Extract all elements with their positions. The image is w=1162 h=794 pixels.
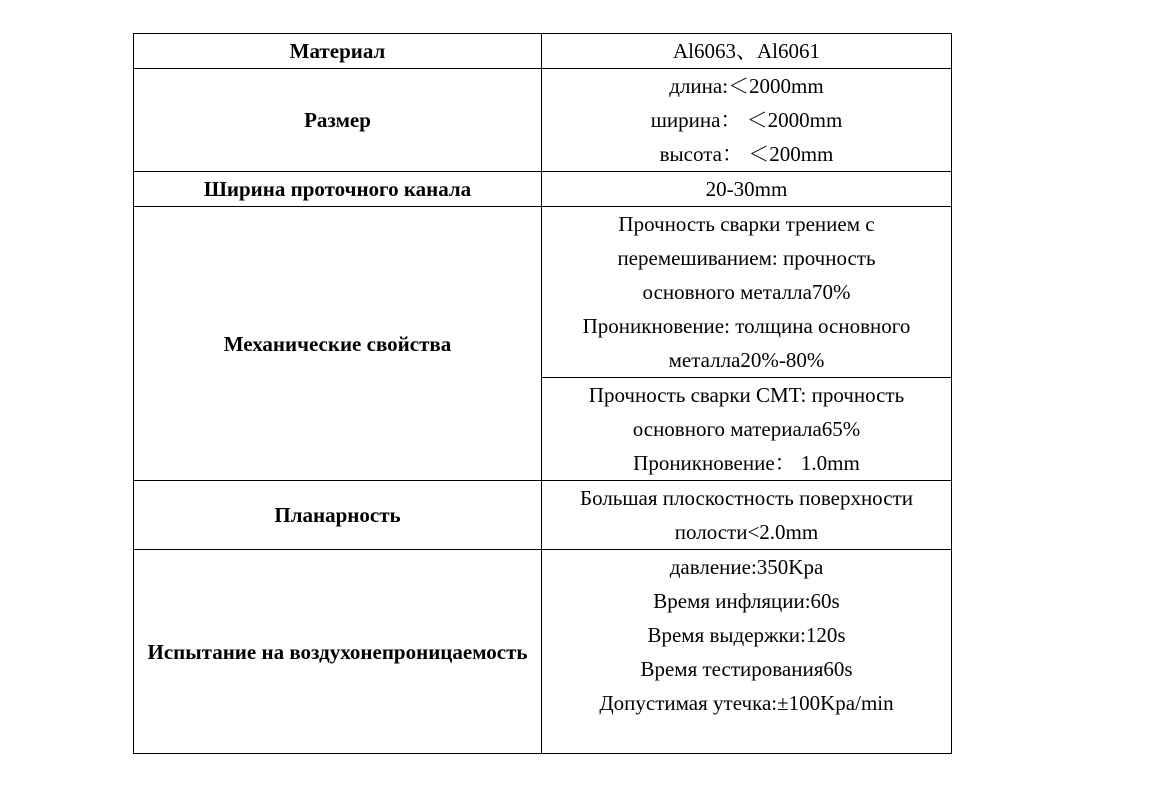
planarity-line: полости<2.0mm	[674, 520, 819, 544]
table-row-planarity	[134, 481, 952, 550]
planarity-value	[542, 481, 952, 550]
mechanical-fsw-value	[542, 207, 952, 378]
size-label: Размер	[134, 69, 542, 172]
fsw-line: перемешиванием: прочность	[617, 246, 876, 270]
size-height: высота： ＜200mm	[659, 142, 834, 166]
specification-table	[133, 33, 952, 754]
air-inflation-time: Время инфляции:60s	[653, 589, 840, 613]
fsw-line: Прочность сварки трением с	[618, 212, 875, 236]
table-row-mechanical-fsw	[134, 207, 952, 378]
fsw-line: основного металла70%	[642, 280, 851, 304]
air-hold-time: Время выдержки:120s	[647, 623, 846, 647]
fsw-line: металла20%-80%	[668, 348, 825, 372]
cmt-line: основного материала65%	[632, 417, 861, 441]
cmt-line: Прочность сварки CMT: прочность	[588, 383, 905, 407]
material-label: Материал	[134, 34, 542, 69]
airtightness-label	[134, 550, 542, 754]
table-row-material	[134, 34, 952, 69]
size-length: длина:＜2000mm	[669, 74, 824, 98]
table-row-size	[134, 69, 952, 172]
mechanical-cmt-value	[542, 378, 952, 481]
air-pressure: давление:350Kpa	[669, 555, 824, 579]
fsw-line: Проникновение: толщина основного	[582, 314, 911, 338]
channel-width-value: 20-30mm	[542, 172, 952, 207]
table-row-airtightness	[134, 550, 952, 754]
table-row-channel-width	[134, 172, 952, 207]
cmt-line: Проникновение： 1.0mm	[633, 451, 860, 475]
size-value	[542, 69, 952, 172]
air-test-time: Время тестирования60s	[640, 657, 853, 681]
size-width: ширина： ＜2000mm	[650, 108, 843, 132]
material-value: Al6063、Al6061	[542, 34, 952, 69]
planarity-line: Большая плоскостность поверхности	[580, 486, 913, 510]
air-allowed-leak: Допустимая утечка:±100Kpa/min	[599, 691, 894, 715]
channel-width-label: Ширина проточного канала	[134, 172, 542, 207]
airtightness-value	[542, 550, 952, 754]
mechanical-label: Механические свойства	[134, 207, 542, 481]
airtightness-label-line: воздухонепроницаемость	[289, 639, 528, 664]
airtightness-label-line: Испытание на	[147, 639, 285, 664]
planarity-label: Планарность	[134, 481, 542, 550]
